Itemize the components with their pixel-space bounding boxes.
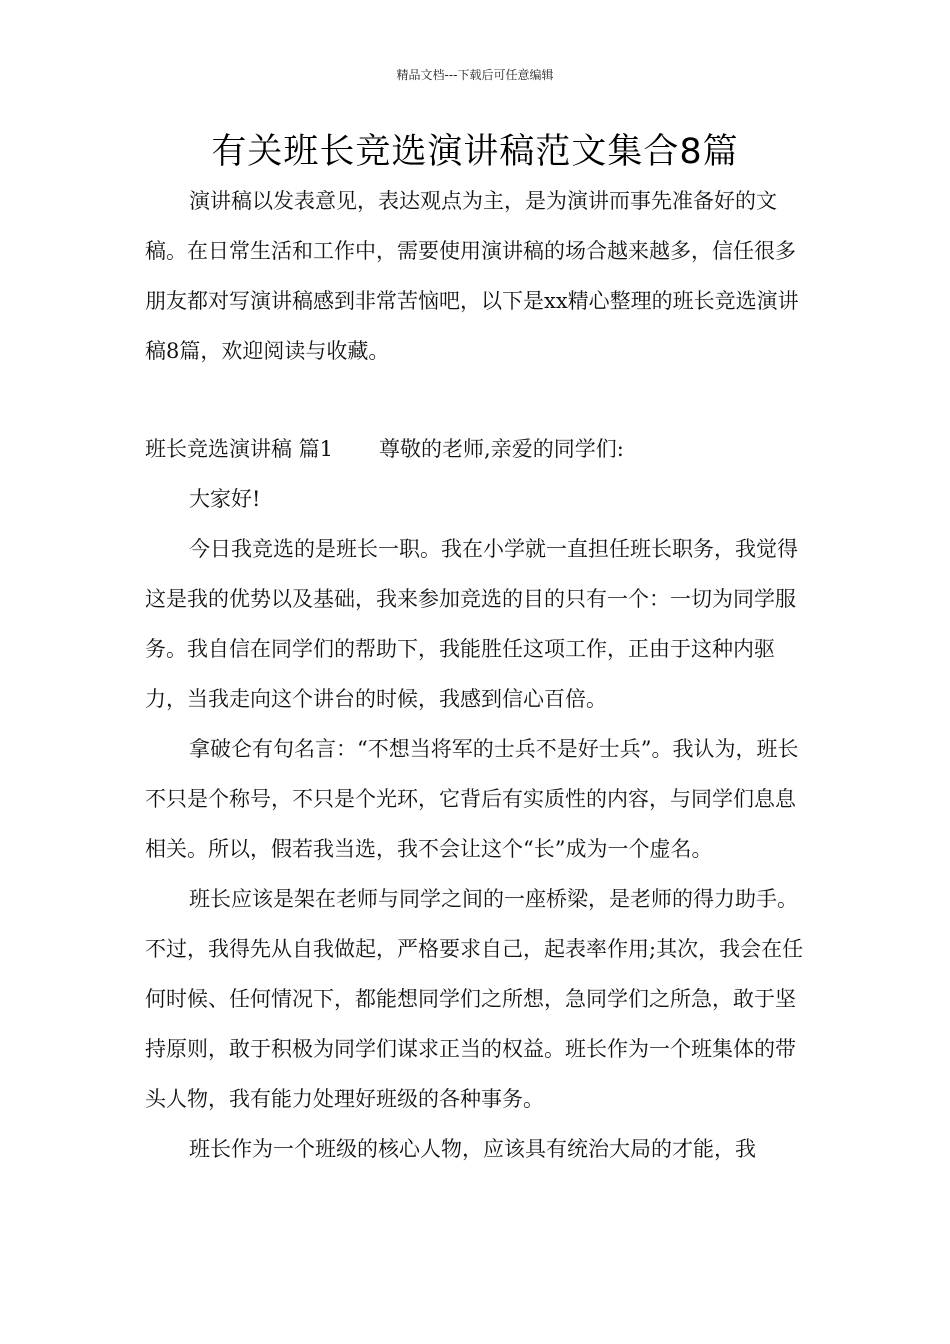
body-paragraph: 班长作为一个班级的核心人物，应该具有统治大局的才能，我	[189, 1137, 756, 1161]
body-paragraph: 班长应该是架在老师与同学之间的一座桥梁，是老师的得力助手。不过，我得先从自我做起，严格要求自己，起表率作用;其次，我会在任何时候、任何情况下，都能想同学们之所想，急同学们之所急，敢于坚持原则，敢于积极为同学们谋求正当的权益。班长作为一个班集体的带头人物，我有能力处理好班级的各种事务。	[145, 887, 804, 1111]
salutation: 尊敬的老师,亲爱的同学们:	[379, 437, 624, 461]
document-body	[145, 176, 810, 1174]
page-header-note: 精品文档---下载后可任意编辑	[396, 68, 554, 82]
body-paragraph: 今日我竞选的是班长一职。我在小学就一直担任班长职务，我觉得这是我的优势以及基础，我来参加竞选的目的只有一个：一切为同学服务。我自信在同学们的帮助下，我能胜任这项工作，正由于这种内驱力，当我走向这个讲台的时候，我感到信心百倍。	[145, 537, 798, 711]
body-paragraph: 大家好!	[189, 487, 261, 511]
document-title: 有关班长竞选演讲稿范文集合8篇	[211, 132, 739, 172]
intro-paragraph: 演讲稿以发表意见，表达观点为主，是为演讲而事先准备好的文稿。在日常生活和工作中，需要使用演讲稿的场合越来越多，信任很多朋友都对写演讲稿感到非常苦恼吧，以下是xx精心整理的班长竞选演讲稿8篇，欢迎阅读与收藏。	[145, 189, 799, 363]
section-heading-line	[145, 424, 810, 474]
body-paragraph: 拿破仑有句名言：“不想当将军的士兵不是好士兵”。我认为，班长不只是个称号，不只是个光环，它背后有实质性的内容，与同学们息息相关。所以，假若我当选，我不会让这个“长”成为一个虚名。	[145, 737, 799, 861]
section-heading: 班长竞选演讲稿 篇1	[145, 437, 334, 461]
